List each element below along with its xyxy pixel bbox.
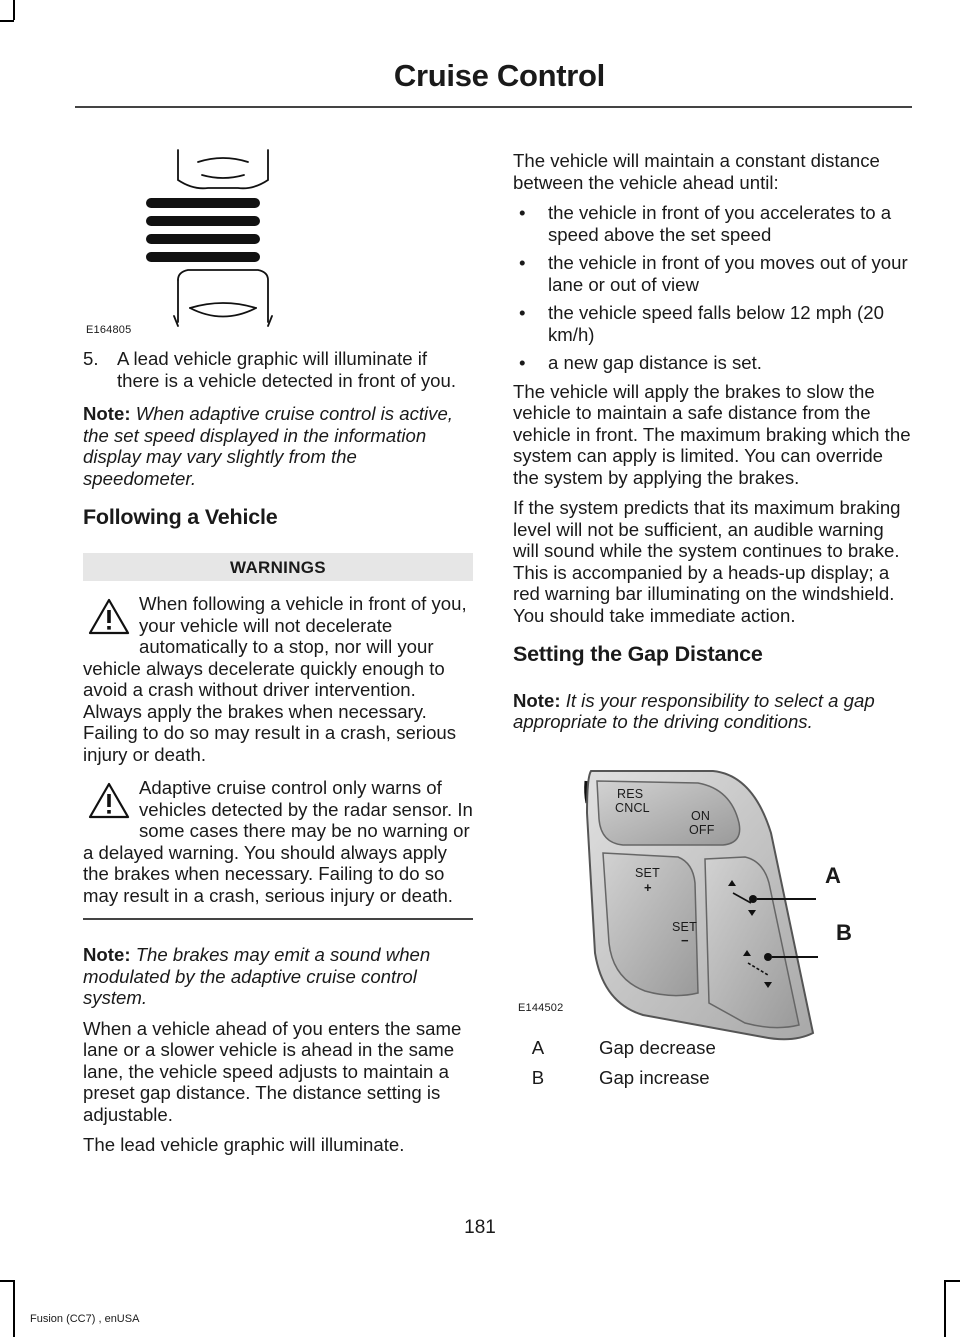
figure-code: E164805 bbox=[86, 324, 132, 336]
warning-triangle-icon bbox=[87, 597, 131, 637]
warning-block bbox=[83, 593, 473, 765]
steering-switch-figure bbox=[513, 753, 913, 1053]
cncl-label: CNCL bbox=[615, 800, 650, 815]
left-column bbox=[83, 140, 473, 1165]
note-text: When adaptive cruise control is active, the set speed displayed in the information display may vary slightly from the speedometer. bbox=[83, 403, 453, 489]
note-label: Note: bbox=[83, 403, 131, 424]
set-minus-label: SET bbox=[672, 919, 697, 934]
bullet: • bbox=[519, 302, 526, 323]
header-rule bbox=[75, 106, 912, 108]
page-number: 181 bbox=[464, 1217, 496, 1238]
lead-vehicle-figure bbox=[83, 140, 473, 340]
warnings-rule bbox=[83, 918, 473, 920]
on-label: ON bbox=[691, 808, 711, 823]
right-column bbox=[513, 150, 913, 1089]
paragraph: The vehicle will maintain a constant distance between the vehicle ahead until: bbox=[513, 150, 880, 193]
crop-mark bbox=[944, 1280, 946, 1337]
crop-mark bbox=[13, 1280, 15, 1337]
minus-glyph: − bbox=[681, 932, 689, 948]
lead-vehicle-graphic bbox=[138, 140, 338, 340]
paragraph: The lead vehicle graphic will illuminate. bbox=[83, 1134, 405, 1155]
bullet: • bbox=[519, 352, 526, 373]
note-label: Note: bbox=[83, 944, 131, 965]
steering-wheel-switch-graphic bbox=[513, 753, 913, 1053]
warning-block bbox=[83, 777, 473, 906]
crop-mark bbox=[13, 0, 15, 20]
legend-label: Gap increase bbox=[599, 1067, 710, 1088]
plus-glyph: + bbox=[644, 879, 652, 895]
legend-key: A bbox=[531, 1036, 545, 1058]
note bbox=[83, 944, 473, 1009]
section-heading: Setting the Gap Distance bbox=[513, 642, 763, 666]
condition-list bbox=[513, 202, 913, 374]
callout-b: B bbox=[836, 919, 853, 945]
note-text: It is your responsibility to select a gap appropriate to the driving conditions. bbox=[513, 689, 875, 732]
crop-mark bbox=[944, 1280, 960, 1282]
paragraph: When a vehicle ahead of you enters the same lane or a slower vehicle is ahead in the same lane, the vehicle speed adjusts to maintain a preset gap distance. The distance setting is adjustable. bbox=[83, 1017, 462, 1125]
warning-text: Adaptive cruise control only warns of vehicles detected by the radar sensor. In some cases there may be no warning or a delayed warning. You should always apply the brakes when necessary. Failing to do so may result in a crash, serious injury or death. bbox=[83, 777, 473, 906]
list-item bbox=[513, 302, 913, 345]
warning-triangle-icon bbox=[87, 781, 131, 821]
res-label: RES bbox=[617, 786, 644, 801]
numbered-step bbox=[83, 348, 473, 391]
note-text: The brakes may emit a sound when modulated by the adaptive cruise control system. bbox=[83, 944, 431, 1008]
off-label: OFF bbox=[689, 822, 715, 837]
crop-mark bbox=[0, 20, 14, 22]
list-item bbox=[513, 202, 913, 245]
list-item-text: a new gap distance is set. bbox=[548, 352, 762, 373]
footer-model: Fusion (CC7) , enUSA bbox=[30, 1313, 140, 1325]
list-item-text: the vehicle in front of you moves out of your lane or out of view bbox=[548, 252, 908, 295]
list-item bbox=[513, 252, 913, 295]
page-title: Cruise Control bbox=[393, 58, 605, 93]
bullet: • bbox=[519, 202, 526, 223]
set-plus-label: SET bbox=[635, 865, 660, 880]
paragraph: The vehicle will apply the brakes to slow the vehicle to maintain a safe distance from the vehicle in front. The maximum braking which the system can apply is limited. You can override the system by applying the brakes. bbox=[513, 380, 911, 488]
note-label: Note: bbox=[513, 689, 561, 711]
list-item-text: the vehicle in front of you accelerates to a speed above the set speed bbox=[548, 202, 892, 245]
callout-a: A bbox=[825, 862, 842, 888]
warning-text: When following a vehicle in front of you, your vehicle will not decelerate automatically to a stop, nor will your vehicle always decelerate quickly enough to avoid a crash without driver intervention. Always apply the brakes when necessary. Failing to do so may result in a crash, serious injury or death. bbox=[83, 593, 467, 765]
list-item bbox=[513, 352, 913, 374]
bullet: • bbox=[519, 252, 526, 273]
figure-code: E144502 bbox=[518, 1001, 564, 1014]
legend-key: B bbox=[531, 1067, 545, 1088]
list-item-text: the vehicle speed falls below 12 mph (20 km/h) bbox=[548, 302, 884, 345]
warnings-header: WARNINGS bbox=[83, 553, 473, 582]
step-number: 5. bbox=[83, 348, 99, 369]
section-heading: Following a Vehicle bbox=[83, 505, 278, 529]
legend-label: Gap decrease bbox=[599, 1036, 716, 1058]
note bbox=[513, 690, 913, 733]
crop-mark bbox=[0, 1280, 14, 1282]
paragraph: If the system predicts that its maximum braking level will not be sufficient, an audible warning will sound while the system continues to brake. This is accompanied by a heads-up display; a red warning bar illuminating on the windshield. You should take immediate action. bbox=[513, 497, 901, 626]
step-text: A lead vehicle graphic will illuminate if there is a vehicle detected in front of you. bbox=[117, 348, 457, 391]
note bbox=[83, 403, 473, 489]
